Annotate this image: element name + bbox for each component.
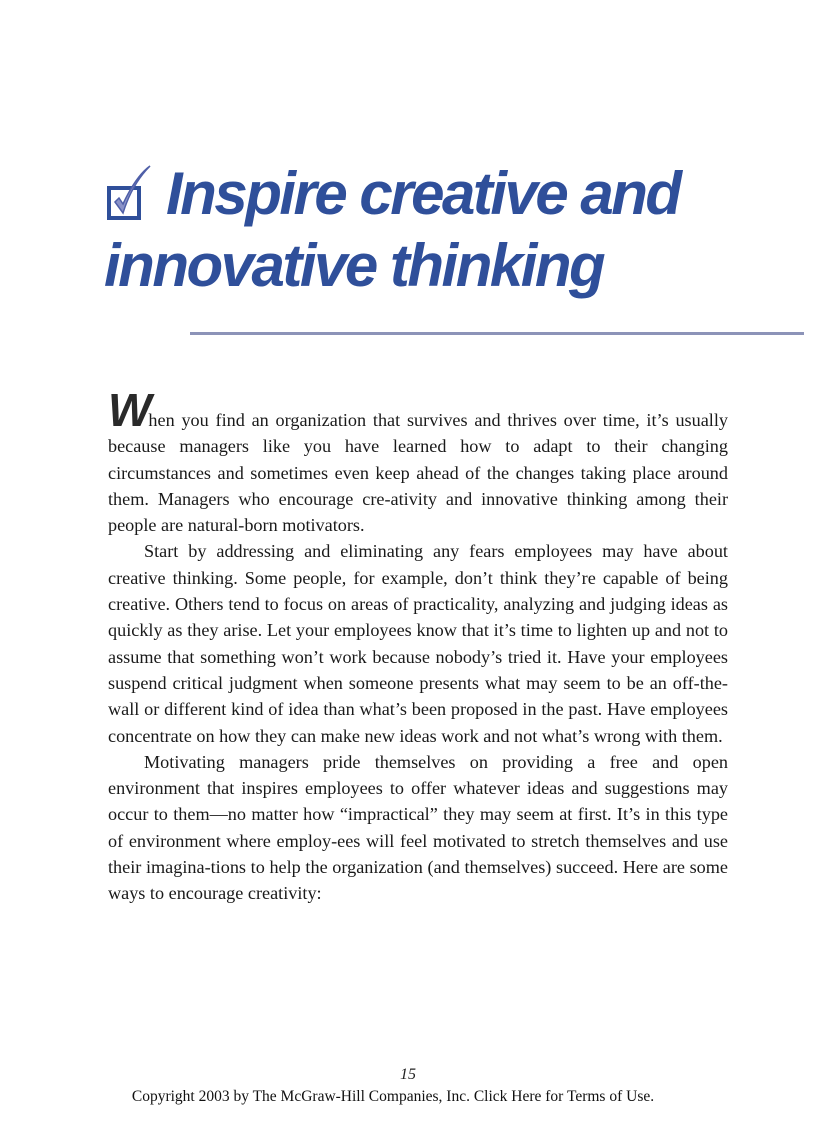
drop-cap: W: [108, 384, 149, 436]
body-text: [108, 384, 728, 907]
page-number: 15: [400, 1066, 416, 1083]
copyright-notice[interactable]: Copyright 2003 by The McGraw-Hill Companies, Inc. Click Here for Terms of Use.: [131, 1088, 655, 1105]
title-divider: [190, 332, 804, 335]
title-line-2: innovative thinking: [104, 232, 604, 299]
paragraph-1: [108, 384, 728, 538]
chapter-title: [104, 158, 804, 302]
paragraph-1-text: hen you find an organization that survives and thrives over time, it’s usually because managers like you have learned how to adapt to their changing circumstances and sometimes even keep ahead of the changes taking place around them. Managers who encourage cre-ativity and innovative thinking among their people are natural-born motivators.: [108, 410, 728, 536]
paragraph-2: Start by addressing and eliminating any fears employees may have about creative thinking. Some people, for example, don’t think they’re capable of being creative. Others tend to focus on areas of practicality, analyzing and judging ideas as quickly as they arise. Let your employees know that it’s time to lighten up and not to assume that something won’t work because nobody’s tried it. Have your employees suspend critical judgment when someone presents what may seem to be an off-the-wall or different kind of idea than what’s been proposed in the past. Have employees concentrate on how they can make new ideas work and not what’s wrong with them.: [108, 541, 728, 746]
title-line-1: [104, 158, 804, 230]
title-text-1: Inspire creative and: [166, 160, 680, 227]
running-head: Motivating Creativity: [172, 72, 489, 105]
paragraph-3: Motivating managers pride themselves on providing a free and open environment that inspires employees to offer whatever ideas and suggestions may occur to them—no matter how “impractical” they may seem at first. It’s in this type of environment where employ-ees will feel motivated to stretch themselves and use their imagina-tions to help the organization (and themselves) succeed. Here are some ways to encourage creativity:: [108, 751, 728, 904]
checkbox-check-icon: [106, 164, 152, 224]
